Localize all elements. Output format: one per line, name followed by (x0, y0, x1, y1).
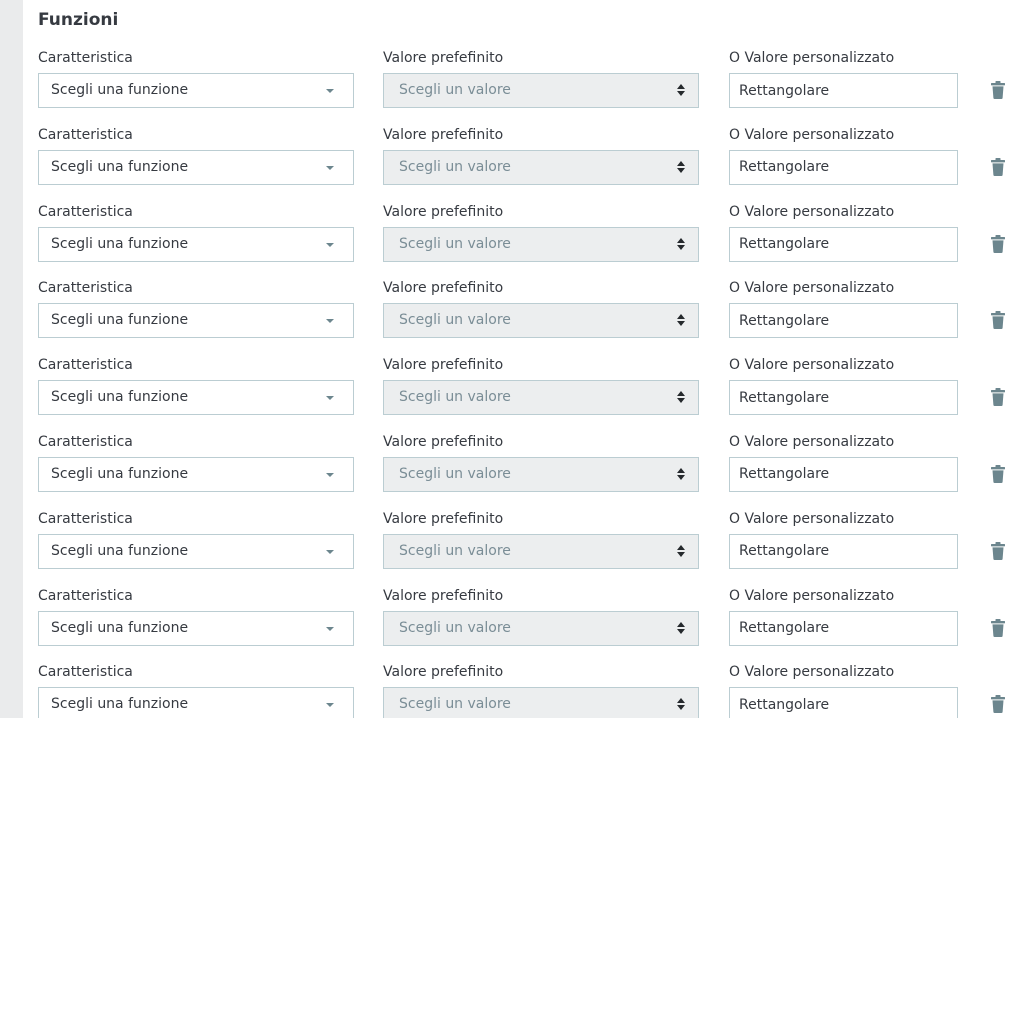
caret-down-icon (326, 550, 334, 554)
feature-select[interactable] (38, 611, 354, 646)
custom-value-label: O Valore personalizzato (729, 50, 895, 66)
feature-select-value: Scegli una funzione (51, 312, 189, 329)
default-value-select-value: Scegli un valore (399, 389, 511, 406)
feature-select-value: Scegli una funzione (51, 619, 189, 636)
feature-row (0, 432, 1036, 509)
feature-label: Caratteristica (38, 664, 133, 681)
default-value-select-value: Scegli un valore (399, 619, 511, 636)
feature-select-value: Scegli una funzione (51, 82, 189, 98)
default-value-select[interactable] (383, 380, 699, 415)
trash-icon (991, 81, 1005, 99)
sort-arrows-icon (677, 238, 685, 251)
trash-icon (991, 235, 1005, 253)
section-title: Funzioni (38, 10, 119, 30)
sort-arrows-icon (677, 314, 685, 327)
feature-label: Caratteristica (38, 510, 133, 527)
default-value-select-value: Scegli un valore (399, 696, 511, 713)
custom-value-label: O Valore personalizzato (729, 280, 895, 297)
custom-value-label: O Valore personalizzato (729, 510, 895, 527)
default-value-select-value: Scegli un valore (399, 235, 511, 252)
feature-select[interactable] (38, 380, 354, 415)
delete-feature-button[interactable] (991, 465, 1005, 483)
feature-row (0, 48, 1036, 125)
custom-value-input[interactable] (729, 150, 958, 185)
custom-value-label: O Valore personalizzato (729, 126, 895, 143)
default-value-select[interactable] (383, 457, 699, 492)
feature-select[interactable] (38, 534, 354, 569)
feature-row (0, 202, 1036, 279)
feature-label: Caratteristica (38, 126, 133, 143)
feature-rows (0, 48, 1036, 718)
caret-down-icon (326, 703, 334, 707)
default-value-label: Valore prefefinito (383, 50, 504, 66)
feature-row (0, 125, 1036, 202)
sort-arrows-icon (677, 468, 685, 481)
sort-arrows-icon (677, 545, 685, 558)
feature-row (0, 662, 1036, 718)
feature-label: Caratteristica (38, 587, 133, 604)
caret-down-icon (326, 89, 334, 93)
feature-row (0, 586, 1036, 663)
sort-arrows-icon (677, 622, 685, 635)
feature-select-value: Scegli una funzione (51, 696, 189, 713)
default-value-select[interactable] (383, 150, 699, 185)
default-value-select[interactable] (383, 534, 699, 569)
delete-feature-button[interactable] (991, 542, 1005, 560)
custom-value-label: O Valore personalizzato (729, 203, 895, 220)
feature-row (0, 509, 1036, 586)
feature-select[interactable] (38, 687, 354, 718)
delete-feature-button[interactable] (991, 158, 1005, 176)
feature-select[interactable] (38, 227, 354, 262)
custom-value-input[interactable] (729, 457, 958, 492)
default-value-label: Valore prefefinito (383, 664, 504, 681)
trash-icon (991, 542, 1005, 560)
default-value-select-value: Scegli un valore (399, 312, 511, 329)
feature-row (0, 278, 1036, 355)
custom-value-label: O Valore personalizzato (729, 357, 895, 374)
feature-label: Caratteristica (38, 433, 133, 450)
default-value-select[interactable] (383, 227, 699, 262)
caret-down-icon (326, 473, 334, 477)
default-value-label: Valore prefefinito (383, 357, 504, 374)
feature-select-value: Scegli una funzione (51, 235, 189, 252)
custom-value-label: O Valore personalizzato (729, 433, 895, 450)
custom-value-input[interactable] (729, 611, 958, 646)
feature-label: Caratteristica (38, 50, 133, 66)
custom-value-input[interactable] (729, 687, 958, 718)
feature-select-value: Scegli una funzione (51, 465, 189, 482)
trash-icon (991, 465, 1005, 483)
delete-feature-button[interactable] (991, 81, 1005, 99)
default-value-select[interactable] (383, 73, 699, 108)
feature-select-value: Scegli una funzione (51, 389, 189, 406)
caret-down-icon (326, 243, 334, 247)
delete-feature-button[interactable] (991, 235, 1005, 253)
custom-value-label: O Valore personalizzato (729, 587, 895, 604)
custom-value-input[interactable] (729, 380, 958, 415)
default-value-label: Valore prefefinito (383, 280, 504, 297)
feature-select[interactable] (38, 150, 354, 185)
delete-feature-button[interactable] (991, 619, 1005, 637)
custom-value-input[interactable] (729, 227, 958, 262)
feature-label: Caratteristica (38, 280, 133, 297)
default-value-select-value: Scegli un valore (399, 82, 511, 98)
default-value-label: Valore prefefinito (383, 587, 504, 604)
default-value-select[interactable] (383, 687, 699, 718)
feature-select[interactable] (38, 457, 354, 492)
delete-feature-button[interactable] (991, 695, 1005, 713)
default-value-select-value: Scegli un valore (399, 158, 511, 175)
feature-label: Caratteristica (38, 357, 133, 374)
default-value-select-value: Scegli un valore (399, 542, 511, 559)
sort-arrows-icon (677, 161, 685, 174)
caret-down-icon (326, 166, 334, 170)
custom-value-input[interactable] (729, 73, 958, 108)
feature-select-value: Scegli una funzione (51, 158, 189, 175)
feature-label: Caratteristica (38, 203, 133, 220)
caret-down-icon (326, 627, 334, 631)
trash-icon (991, 695, 1005, 713)
feature-select-value: Scegli una funzione (51, 542, 189, 559)
trash-icon (991, 158, 1005, 176)
default-value-select[interactable] (383, 611, 699, 646)
caret-down-icon (326, 396, 334, 400)
custom-value-label: O Valore personalizzato (729, 664, 895, 681)
feature-select[interactable] (38, 73, 354, 108)
default-value-label: Valore prefefinito (383, 126, 504, 143)
trash-icon (991, 311, 1005, 329)
caret-down-icon (326, 319, 334, 323)
sort-arrows-icon (677, 698, 685, 711)
delete-feature-button[interactable] (991, 388, 1005, 406)
default-value-label: Valore prefefinito (383, 433, 504, 450)
delete-feature-button[interactable] (991, 311, 1005, 329)
custom-value-input[interactable] (729, 534, 958, 569)
sort-arrows-icon (677, 84, 685, 97)
default-value-label: Valore prefefinito (383, 203, 504, 220)
default-value-select[interactable] (383, 303, 699, 338)
custom-value-input[interactable] (729, 303, 958, 338)
default-value-select-value: Scegli un valore (399, 465, 511, 482)
feature-select[interactable] (38, 303, 354, 338)
trash-icon (991, 619, 1005, 637)
trash-icon (991, 388, 1005, 406)
sort-arrows-icon (677, 391, 685, 404)
feature-row (0, 355, 1036, 432)
default-value-label: Valore prefefinito (383, 510, 504, 527)
